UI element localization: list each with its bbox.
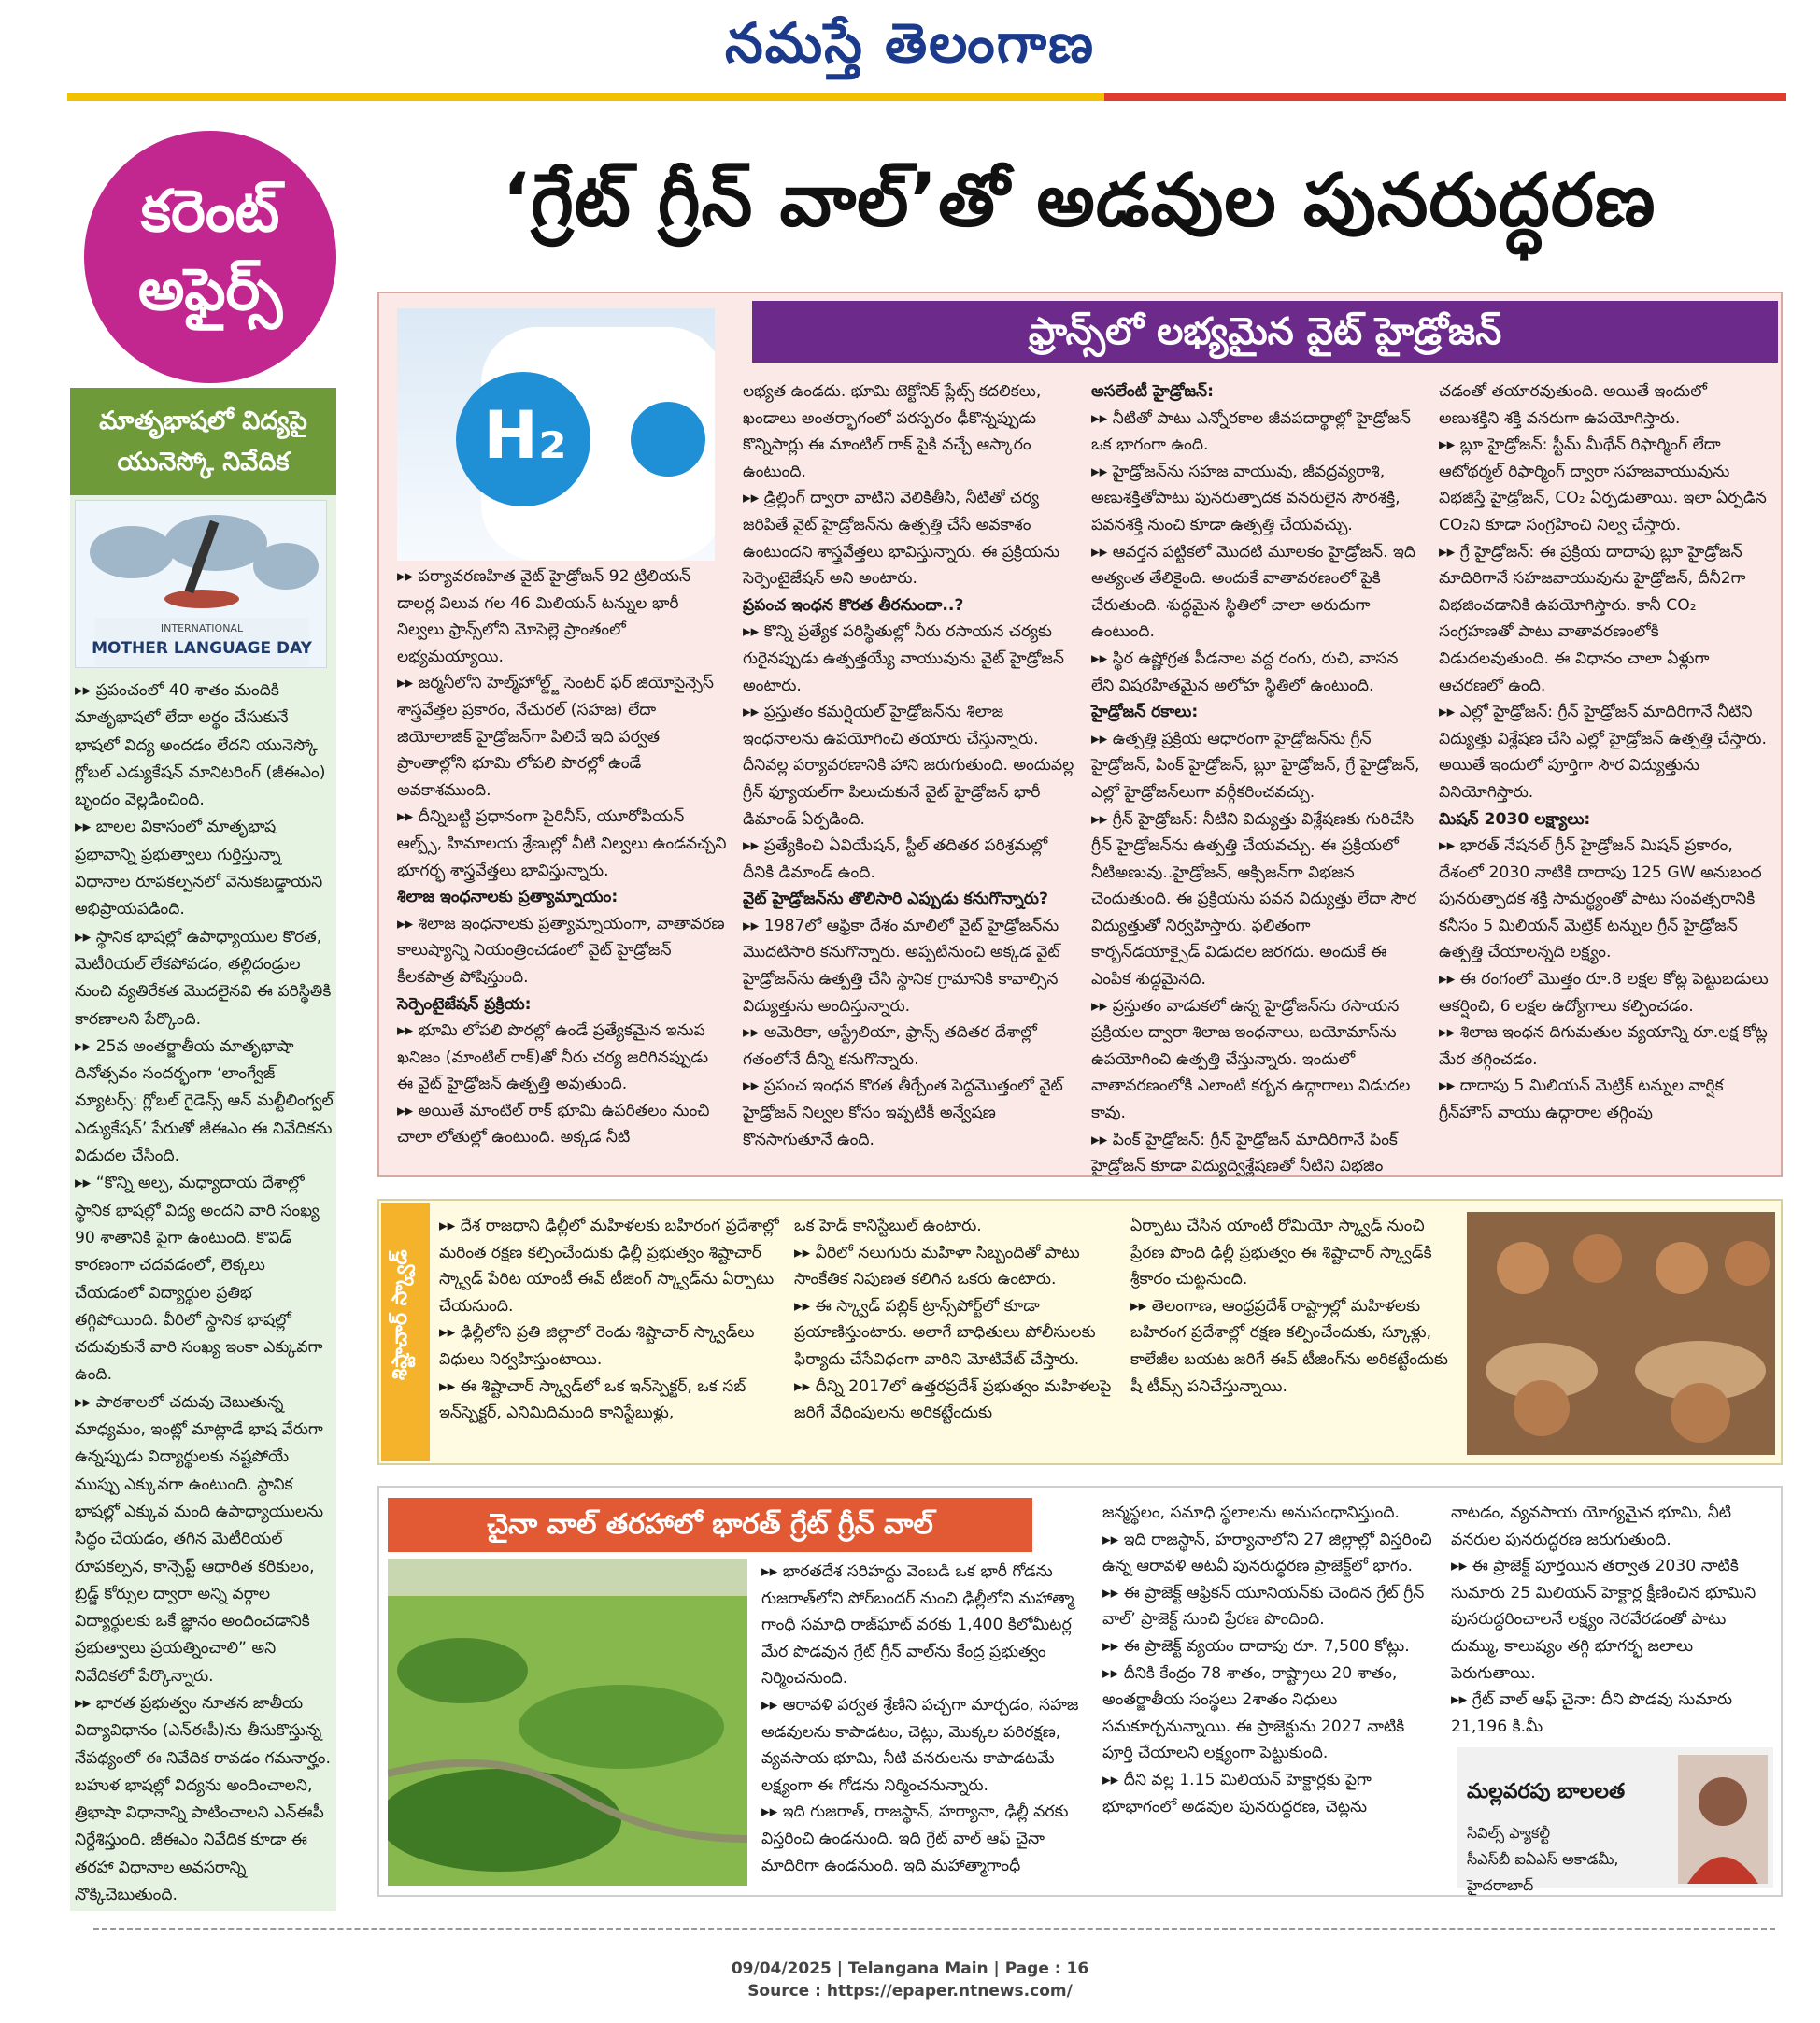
sidebar-paragraph: ▸▸ 25వ అంతర్జాతీయ మాతృభాషా దినోత్సవం సందర్భంగా ‘లాంగ్వేజ్ మ్యాటర్స్: గ్లోబల్ గైడెన్స్ ఆన్ మల్టీలింగ్వల్ ఎడ్యుకేషన్’ పేరుతో జీఈఎం ఈ నివేదికను విడుదల చేసింది.: [75, 1036, 334, 1166]
white-hydrogen-column-4: [1439, 378, 1770, 1127]
author-portrait-icon: [1678, 1755, 1768, 1884]
paragraph: ▸▸ భారత్ నేషనల్ గ్రీన్ హైడ్రోజన్ మిషన్ ప్రకారం, దేశంలో 2030 నాటికి దాదాపు 125 GW అనుబంధ పునరుత్పాదక శక్తి సామర్థ్యంతో పాటు సంవత్సరానికి కనీసం 5 మిలియన్ మెట్రిక్ టన్నుల గ్రీన్ హైడ్రోజన్ ఉత్పత్తి చేయాలన్నది లక్ష్యం.: [1439, 836, 1762, 962]
paragraph: ▸▸ శిలాజ ఇంధన దిగుమతుల వ్యయాన్ని రూ.లక్ష కోట్ల మేర తగ్గించడం.: [1439, 1023, 1768, 1069]
paragraph: ఒక హెడ్ కానిస్టేబుల్ ఉంటారు.: [794, 1217, 982, 1235]
subheading: శిలాజ ఇంధనాలకు ప్రత్యామ్నాయం:: [397, 888, 619, 907]
paragraph: ▸▸ వీరిలో నలుగురు మహిళా సిబ్బందితో పాటు సాంకేతిక నిపుణత కలిగిన ఒకరు ఉంటారు.: [794, 1243, 1080, 1289]
white-hydrogen-column-1: [397, 563, 729, 1151]
paragraph: ▸▸ ఇది రాజస్థాన్, హర్యానాలోని 27 జిల్లాల్లో విస్తరించి ఉన్న ఆరావళి అటవీ పునరుద్ధరణ ప్రాజెక్ట్‌లో భాగం.: [1102, 1530, 1432, 1576]
page-bottom-divider: [93, 1928, 1775, 1930]
sidebar-paragraph: ▸▸ ప్రపంచంలో 40 శాతం మందికి మాతృభాషలో లేదా అర్థం చేసుకునే భాషలో విద్య అందడం లేదని యునెస్కో గ్లోబల్ ఎడ్యుకేషన్ మానిటరింగ్ (జీఈఎం) బృందం వెల్లడించింది.: [75, 681, 326, 810]
squad-column-3: [1130, 1213, 1457, 1400]
forest-landscape-icon: [388, 1559, 747, 1886]
paragraph: ▸▸ ఇది గుజరాత్, రాజస్థాన్, హర్యానా, ఢిల్లీ వరకు విస్తరించి ఉండనుంది. ఇది గ్రేట్ వాల్ ఆఫ్ చైనా మాదిరిగా ఉండనుంది. ఇది మహాత్మాగాంధీ: [761, 1802, 1069, 1875]
paragraph: ▸▸ ఈ స్క్వాడ్ పబ్లిక్ ట్రాన్స్‌పోర్ట్‌లో కూడా ప్రయాణిస్తుంటారు. అలాగే బాధితులు పోలీసులకు ఫిర్యాదు చేసేవిధంగా వారిని మోటివేట్ చేస్తారు.: [794, 1296, 1096, 1369]
paragraph: ఏర్పాటు చేసిన యాంటీ రోమియో స్క్వాడ్ నుంచి ప్రేరణ పొంది ఢిల్లీ ప్రభుత్వం ఈ శిష్టాచార్ స్క్వాడ్‌కి శ్రీకారం చుట్టనుంది.: [1130, 1217, 1432, 1289]
paragraph: ▸▸ దేశ రాజధాని ఢిల్లీలో మహిళలకు బహిరంగ ప్రదేశాల్లో మరింత రక్షణ కల్పించేందుకు ఢిల్లీ ప్రభుత్వం శిష్టాచార్ స్క్వాడ్ పేరిట యాంటీ ఈవ్ టీజింగ్ స్క్వాడ్‌ను ఏర్పాటు చేయనుంది.: [439, 1217, 779, 1316]
paragraph: ▸▸ ప్రస్తుతం కమర్షియల్ హైడ్రోజన్‌ను శిలాజ ఇంధనాలను ఉపయోగించి తయారు చేస్తున్నారు. దీనివల్ల పర్యావరణానికి హాని జరుగుతుంది. అందువల్ల గ్రీన్ ఫ్యూయల్‌గా పిలుచుకునే వైట్ హైడ్రోజన్ భారీ డిమాండ్ ఏర్పడింది.: [743, 703, 1074, 829]
sidebar-paragraph: ▸▸ “కొన్ని అల్ప, మధ్యాదాయ దేశాల్లో స్థానిక భాషల్లో విద్య అందని వారి సంఖ్య 90 శాతానికి పైగా ఉంటుంది. కొవిడ్ కారణంగా చదవడంలో, లెక్కలు చేయడంలో విద్యార్థుల ప్రతిభ తగ్గిపోయింది. వీరిలో స్థానిక భాషల్లో చదువుకునే వారి సంఖ్య ఇంకా ఎక్కువగా ఉంది.: [75, 1174, 323, 1385]
paragraph: ▸▸ ఆరావళి పర్వత శ్రేణిని పచ్చగా మార్చడం, సహజ అడవులను కాపాడటం, చెట్లు, మొక్కల పరిరక్షణ, వ్యవసాయ భూమి, నీటి వనరులను కాపాడటమే లక్ష్యంగా ఈ గోడను నిర్మించనున్నారు.: [761, 1695, 1079, 1795]
paragraph: ▸▸ గ్రేట్ వాల్ ఆఫ్ చైనా: దీని పొడవు సుమారు 21,196 కి.మీ: [1451, 1690, 1733, 1736]
image-caption-top: INTERNATIONAL: [160, 622, 244, 634]
police-crowd-icon: [1467, 1212, 1775, 1455]
masthead-divider-accent: [1104, 93, 1786, 101]
masthead-divider: [67, 93, 1786, 101]
author-role-line: సీఎస్‌బీ ఐఏఎస్ అకాడమీ,: [1467, 1850, 1619, 1868]
paragraph: ▸▸ ఈ ప్రాజెక్ట్ ఆఫ్రికన్ యూనియన్‌కు చెందిన గ్రేట్ గ్రీన్ వాల్’ ప్రాజెక్ట్ నుంచి ప్రేరణ పొందింది.: [1102, 1583, 1425, 1630]
paragraph: ▸▸ దాదాపు 5 మిలియన్ మెట్రిక్ టన్నుల వార్షిక గ్రీన్‌హౌస్ వాయు ఉద్గారాల తగ్గింపు: [1439, 1076, 1724, 1123]
paragraph: ▸▸ జర్మనీలోని హెల్మ్‌హోల్ట్జ్ సెంటర్ ఫర్ జియోసైన్సెస్ శాస్త్రవేత్తల ప్రకారం, నేచురల్ (సహజ) లేదా జియోలాజిక్ హైడ్రోజన్‌గా పిలిచే ఇది పర్వత ప్రాంతాల్లోని భూమి లోపలి పొరల్లో ఉండే అవకాశముంది.: [397, 674, 714, 800]
paragraph: ▸▸ నీటితో పాటు ఎన్నోరకాల జీవపదార్థాల్లో హైడ్రోజన్ ఒక భాగంగా ఉంది.: [1091, 408, 1411, 455]
paragraph: ▸▸ ప్రపంచ ఇంధన కొరత తీర్చేంత పెద్దమొత్తంలో వైట్ హైడ్రోజన్ నిల్వల కోసం ఇప్పటికీ అన్వేషణ కొనసాగుతూనే ఉంది.: [743, 1076, 1063, 1149]
paragraph: ▸▸ దీన్నిబట్టి ప్రధానంగా పైరినీస్, యూరోపియన్ ఆల్ప్స్, హిమాలయ శ్రేణుల్లో వీటి నిల్వలు ఉండవచ్చని భూగర్భ శాస్త్రవేత్తలు భావిస్తున్నారు.: [397, 807, 727, 880]
green-wall-column-3: [1451, 1500, 1773, 1740]
paragraph: ▸▸ ఢిల్లీలోని ప్రతి జిల్లాలో రెండు శిష్టాచార్ స్క్వాడ్‌లు విధులు నిర్వహిస్తుంటాయి.: [439, 1323, 755, 1369]
image-caption-main: MOTHER LANGUAGE DAY: [92, 639, 312, 658]
paragraph: ▸▸ అమెరికా, ఆస్ట్రేలియా, ఫ్రాన్స్ తదితర దేశాల్లో గతంలోనే దీన్ని కనుగొన్నారు.: [743, 1023, 1037, 1069]
masthead: [0, 0, 1820, 93]
paragraph: ▸▸ ఈ శిష్టాచార్ స్క్వాడ్‌లో ఒక ఇన్‌స్పెక్టర్, ఒక సబ్ ఇన్‌స్పెక్టర్, ఎనిమిదిమంది కానిస్టేబుళ్లు,: [439, 1376, 746, 1423]
paragraph: ▸▸ బ్లూ హైడ్రోజన్: స్టీమ్ మీథేన్ రిఫార్మింగ్ లేదా ఆటోథర్మల్ రిఫార్మింగ్ ద్వారా సహజవాయువును విభజిస్తే హైడ్రోజన్, CO₂ ఏర్పడుతాయి. ఇలా ఏర్పడిన CO₂ని కూడా సంగ్రహించి నిల్వ చేస్తారు.: [1439, 435, 1767, 534]
paragraph: ▸▸ అయితే మాంటిల్ రాక్ భూమి ఉపరితలం నుంచి చాలా లోతుల్లో ఉంటుంది. అక్కడ నీటి: [397, 1101, 710, 1147]
paragraph: ▸▸ డ్రిల్లింగ్ ద్వారా వాటిని వెలికితీసి, నీటితో చర్య జరిపితే వైట్ హైడ్రోజన్‌ను ఉత్పత్తి చేసే అవకాశం ఉంటుందని శాస్త్రవేత్తలు భావిస్తున్నారు. ఈ ప్రక్రియను సెర్పెంటైజేషన్ అని అంటారు.: [743, 489, 1060, 589]
hydrogen-tank-image: [397, 308, 715, 561]
author-role-line: సివిల్స్ ఫ్యాకల్టీ: [1467, 1824, 1551, 1842]
white-hydrogen-column-2: [743, 378, 1076, 1153]
paragraph: ▸▸ భారతదేశ సరిహద్దు వెంబడి ఒక భారీ గోడను గుజరాత్‌లోని పోర్‌బందర్ నుంచి ఢిల్లీలోని మహాత్మా గాంధీ సమాధి రాజ్‌ఘాట్ వరకు 1,400 కిలోమీటర్ల మేర పొడవున గ్రేట్ గ్రీన్ వాల్‌ను కేంద్ర ప్రభుత్వం నిర్మించనుంది.: [761, 1562, 1074, 1688]
forest-aerial-photo: [388, 1559, 747, 1886]
paragraph: ▸▸ భూమి లోపలి పొరల్లో ఉండే ప్రత్యేకమైన ఇనుప ఖనిజం (మాంటిల్ రాక్)తో నీరు చర్య జరిగినప్పుడు ఈ వైట్ హైడ్రోజన్ ఉత్పత్తి అవుతుంది.: [397, 1021, 709, 1094]
author-name: మల్లవరపు బాలలత: [1467, 1780, 1626, 1803]
newspaper-logo: నమస్తే తెలంగాణ: [725, 11, 1095, 75]
subheading: వైట్ హైడ్రోజన్‌ను తొలిసారి ఎప్పుడు కనుగొన్నారు?: [743, 890, 1048, 909]
subheading: అసలేంటీ హైడ్రోజన్:: [1091, 382, 1214, 401]
paragraph: జన్మస్థలం, సమాధి స్థలాలను అనుసంధానిస్తుంది.: [1102, 1503, 1400, 1522]
paragraph: ▸▸ పర్యావరణహిత వైట్ హైడ్రోజన్ 92 ట్రిలియన్ డాలర్ల విలువ గల 46 మిలియన్ టన్నుల భారీ నిల్వలు ఫ్రాన్స్‌లోని మోసెల్లె ప్రాంతంలో లభ్యమయ్యాయి.: [397, 567, 691, 666]
paragraph: ▸▸ కొన్ని ప్రత్యేక పరిస్థితుల్లో నీరు రసాయన చర్యకు గురైనప్పుడు ఉత్పత్తయ్యే వాయువును వైట్ హైడ్రోజన్ అంటారు.: [743, 622, 1064, 695]
paragraph: ▸▸ స్థిర ఉష్ణోగ్రత పీడనాల వద్ద రంగు, రుచి, వాసన లేని విషరహితమైన అలోహ స్థితిలో ఉంటుంది.: [1091, 648, 1399, 695]
subheading: హైడ్రోజన్ రకాలు:: [1091, 703, 1199, 722]
paragraph: చడంతో తయారవుతుంది. అయితే ఇందులో అణుశక్తిని శక్తి వనరుగా ఉపయోగిస్తారు.: [1439, 382, 1707, 428]
page-footer: [0, 1958, 1820, 2002]
squad-column-1: [439, 1213, 785, 1427]
paragraph: ▸▸ 1987లో ఆఫ్రికా దేశం మాలిలో వైట్ హైడ్రోజన్‌ను మొదటిసారి కనుగొన్నారు. అప్పటినుంచి అక్కడ వైట్ హైడ్రోజన్‌ను ఉత్పత్తి చేసి స్థానిక గ్రామానికి కావాల్సిన విద్యుత్తును అందిస్తున్నారు.: [743, 916, 1060, 1016]
mother-language-day-image: [75, 500, 327, 668]
footer-edition: 09/04/2025 | Telangana Main | Page : 16: [731, 1959, 1089, 1978]
shishtachar-label-tab: [381, 1203, 430, 1461]
paragraph: ▸▸ ప్రస్తుతం వాడుకలో ఉన్న హైడ్రోజన్‌ను రసాయన ప్రక్రియల ద్వారా శిలాజ ఇంధనాలు, బయోమాస్‌ను ఉపయోగించి ఉత్పత్తి చేస్తున్నారు. ఇందులో వాతావరణంలోకి ఎలాంటి కర్బన ఉద్గారాలు విడుదల కావు.: [1091, 996, 1411, 1123]
subheading: ప్రపంచ ఇంధన కొరత తీరనుందా..?: [743, 595, 964, 615]
shishtachar-label: శిష్టాచార్ స్క్వాడ్: [389, 1249, 412, 1380]
paragraph: ▸▸ పింక్ హైడ్రోజన్: గ్రీన్ హైడ్రోజన్ మాదిరిగానే పింక్ హైడ్రోజన్ కూడా విద్యుద్విశ్లేషణతో నీటిని విభజిం: [1091, 1130, 1398, 1176]
paragraph: ▸▸ తెలంగాణ, ఆంధ్రప్రదేశ్ రాష్ట్రాల్లో మహిళలకు బహిరంగ ప్రదేశాల్లో రక్షణ కల్పించేందుకు, స్కూళ్లు, కాలేజీల బయట జరిగే ఈవ్ టీజింగ్‌ను అరికట్టేందుకు షీ టీమ్స్ పనిచేస్తున్నాయి.: [1130, 1296, 1448, 1396]
sidebar-paragraph: ▸▸ భారత ప్రభుత్వం నూతన జాతీయ విద్యావిధానం (ఎన్ఈపీ)ను తీసుకొస్తున్న నేపథ్యంలో ఈ నివేదిక రావడం గమనార్హం. బహుళ భాషల్లో విద్యను అందించాలని, త్రిభాషా విధానాన్ని పాటించాలని ఎన్ఈపీ నిర్దేశిస్తుంది. జీఈఎం నివేదిక కూడా ఈ తరహా విధానాల అవసరాన్ని నొక్కిచెబుతుంది.: [75, 1693, 331, 1905]
footer-source: Source : https://epaper.ntnews.com/: [747, 1982, 1073, 2001]
paragraph: ▸▸ ఈ ప్రాజెక్ట్ వ్యయం దాదాపు రూ. 7,500 కోట్లు.: [1102, 1636, 1410, 1656]
white-hydrogen-header: ఫ్రాన్స్‌లో లభ్యమైన వైట్ హైడ్రోజన్: [752, 301, 1778, 363]
paragraph: ▸▸ ఆవర్తన పట్టికలో మొదటి మూలకం హైడ్రోజన్. ఇది అత్యంత తేలికైంది. అందుకే వాతావరణంలో పైకి చేరుతుంది. శుద్ధమైన స్థితిలో చాలా అరుదుగా ఉంటుంది.: [1091, 542, 1416, 642]
subheading: సెర్పెంటైజేషన్ ప్రక్రియ:: [397, 994, 532, 1014]
paragraph: ▸▸ దీనికి కేంద్రం 78 శాతం, రాష్ట్రాలు 20 శాతం, అంతర్జాతీయ సంస్థలు 2శాతం నిధులు సమకూర్చనున్నాయి. ఈ ప్రాజెక్టును 2027 నాటికి పూర్తి చేయాలని లక్ష్యంగా పెట్టుకుంది.: [1102, 1663, 1405, 1763]
police-women-photo: [1467, 1212, 1775, 1455]
author-role: [1467, 1820, 1619, 1899]
page-headline: ‘గ్రేట్ గ్రీన్ వాల్’తో అడవుల పునరుద్ధరణ: [502, 159, 1656, 243]
h2-label: H₂: [483, 397, 567, 474]
paragraph: ▸▸ దీని వల్ల 1.15 మిలియన్ హెక్టార్లకు పైగా భూభాగంలో అడవుల పునరుద్ధరణ, చెట్లను: [1102, 1770, 1372, 1816]
paragraph: ▸▸ ఉత్పత్తి ప్రక్రియ ఆధారంగా హైడ్రోజన్‌ను గ్రీన్ హైడ్రోజన్, పింక్ హైడ్రోజన్, బ్లూ హైడ్రోజన్, గ్రే హైడ్రోజన్, ఎల్లో హైడ్రోజన్‌లుగా వర్గీకరించవచ్చు.: [1091, 729, 1420, 802]
paragraph: ▸▸ ఈ ప్రాజెక్ట్ పూర్తయిన తర్వాత 2030 నాటికి సుమారు 25 మిలియన్ హెక్టార్ల క్షీణించిన భూమిని పునరుద్ధరించాలనే లక్ష్యం నెరవేరడంతో పాటు దుమ్ము, కాలుష్యం తగ్గి భూగర్భ జలాలు పెరుగుతాయి.: [1451, 1557, 1756, 1683]
white-hydrogen-column-3: [1091, 378, 1423, 1180]
paragraph: లభ్యత ఉండదు. భూమి టెక్టోనిక్ ప్లేట్స్ కదలికలు, ఖండాలు అంతర్భాగంలో పరస్పరం ఢీకొన్నప్పుడు కొన్నిసార్లు ఈ మాంటిల్ రాక్ పైకి వచ్చే ఆస్కారం ఉంటుంది.: [743, 382, 1042, 481]
paragraph: ▸▸ శిలాజ ఇంధనాలకు ప్రత్యామ్నాయంగా, వాతావరణ కాలుష్యాన్ని నియంత్రించడంలో వైట్ హైడ్రోజన్ కీలకపాత్ర పోషిస్తుంది.: [397, 914, 725, 987]
paragraph: ▸▸ గ్రే హైడ్రోజన్: ఈ ప్రక్రియ దాదాపు బ్లూ హైడ్రోజన్ మాదిరిగానే సహజవాయువును హైడ్రోజన్, దీనీ2గా విభజించడానికి ఉపయోగిస్తారు. కానీ CO₂ సంగ్రహణతో పాటు వాతావరణంలోకి విడుదలవుతుంది. ఈ విధానం చాలా ఏళ్లుగా ఆచరణలో ఉంది.: [1439, 542, 1746, 695]
sidebar-title: మాతృభాషలో విద్యపై యునెస్కో నివేదిక: [70, 388, 336, 495]
paragraph: ▸▸ హైడ్రోజన్‌ను సహజ వాయువు, జీవద్రవ్యరాశి, అణుశక్తితోపాటు పునరుత్పాదక వనరులైన సౌరశక్తి, పవనశక్తి నుంచి కూడా ఉత్పత్తి చేయవచ్చు.: [1091, 462, 1401, 534]
author-photo: [1678, 1755, 1768, 1884]
paragraph: ▸▸ ఎల్లో హైడ్రోజన్: గ్రీన్ హైడ్రోజన్ మాదిరిగానే నీటిని విద్యుత్తు విశ్లేషణ చేసి ఎల్లో హైడ్రోజన్ ఉత్పత్తి చేస్తారు. అయితే ఇందులో పూర్తిగా సౌర విద్యుత్తును వినియోగిస్తారు.: [1439, 703, 1767, 802]
sidebar-paragraph: ▸▸ పాఠశాలలో చదువు చెబుతున్న మాధ్యమం, ఇంట్లో మాట్లాడే భాష వేరుగా ఉన్నప్పుడు విద్యార్థులకు నష్టపోయే ముప్పు ఎక్కువగా ఉంటుంది. స్థానిక భాషల్లో ఎక్కువ మంది ఉపాధ్యాయులను సిద్ధం చేయడం, తగిన మెటీరియల్ రూపకల్పన, కాన్సెప్ట్ ఆధారిత కరికులం, బ్రిడ్జ్ కోర్సుల ద్వారా అన్ని వర్గాల విద్యార్థులకు ఒకే జ్ఞానం అందించడానికి ప్రభుత్వాలు ప్రయత్నించాలి” అని నివేదికలో పేర్కొన్నారు.: [75, 1392, 324, 1686]
author-box: [1457, 1747, 1773, 1894]
squad-column-2: [794, 1213, 1121, 1427]
paragraph: ▸▸ దీన్ని 2017లో ఉత్తరప్రదేశ్ ప్రభుత్వం మహిళలపై జరిగే వేధింపులను అరికట్టేందుకు: [794, 1376, 1112, 1423]
paragraph: నాటడం, వ్యవసాయ యోగ్యమైన భూమి, నీటి వనరుల పునరుద్ధరణ జరుగుతుంది.: [1451, 1503, 1732, 1549]
paragraph: ▸▸ ప్రత్యేకించి ఏవియేషన్, స్టీల్ తదితర పరిశ్రమల్లో దీనికి డిమాండ్ ఉంది.: [743, 836, 1048, 882]
author-role-line: హైదరాబాద్: [1467, 1876, 1534, 1894]
sidebar-paragraph: ▸▸ బాలల వికాసంలో మాతృభాష ప్రభావాన్ని ప్రభుత్వాలు గుర్తిస్తున్నా విధానాల రూపకల్పనలో వెనుకబడ్డాయని అభిప్రాయపడింది.: [75, 818, 323, 919]
sidebar-paragraph: ▸▸ స్థానిక భాషల్లో ఉపాధ్యాయుల కొరత, మెటీరియల్ లేకపోవడం, తల్లిదండ్రుల నుంచి వ్యతిరేకత మొదలైనవి ఈ పరిస్థితికి కారణాలని పేర్కొంది.: [75, 927, 332, 1029]
sidebar-article: [75, 677, 334, 1909]
paragraph: ▸▸ గ్రీన్ హైడ్రోజన్: నీటిని విద్యుత్తు విశ్లేషణకు గురిచేసి గ్రీన్ హైడ్రోజన్‌ను ఉత్పత్తి చేయవచ్చు. ఈ ప్రక్రియలో నీటిఅణువు..హైడ్రోజన్, ఆక్సిజన్‌గా విభజన చెందుతుంది. ఈ ప్రక్రియను పవన విద్యుత్తు లేదా సౌర విద్యుత్తుతో నిర్వహిస్తారు. ఫలితంగా కార్బన్‌డయాక్సైడ్ విడుదల జరగదు. అందుకే ఈ ఎంపిక శుద్ధమైనది.: [1091, 809, 1417, 990]
subheading: మిషన్ 2030 లక్ష్యాలు:: [1439, 809, 1591, 829]
paragraph: ▸▸ ఈ రంగంలో మొత్తం రూ.8 లక్షల కోట్ల పెట్టుబడులు ఆకర్షించి, 6 లక్షల ఉద్యోగాలు కల్పించడం.: [1439, 970, 1769, 1016]
section-badge: కరెంట్ అఫైర్స్: [84, 131, 336, 383]
green-wall-column-1: [761, 1559, 1088, 1879]
green-wall-column-2: [1102, 1500, 1439, 1820]
great-green-wall-header: చైనా వాల్ తరహాలో భారత్ గ్రేట్ గ్రీన్ వాల్: [388, 1498, 1032, 1552]
